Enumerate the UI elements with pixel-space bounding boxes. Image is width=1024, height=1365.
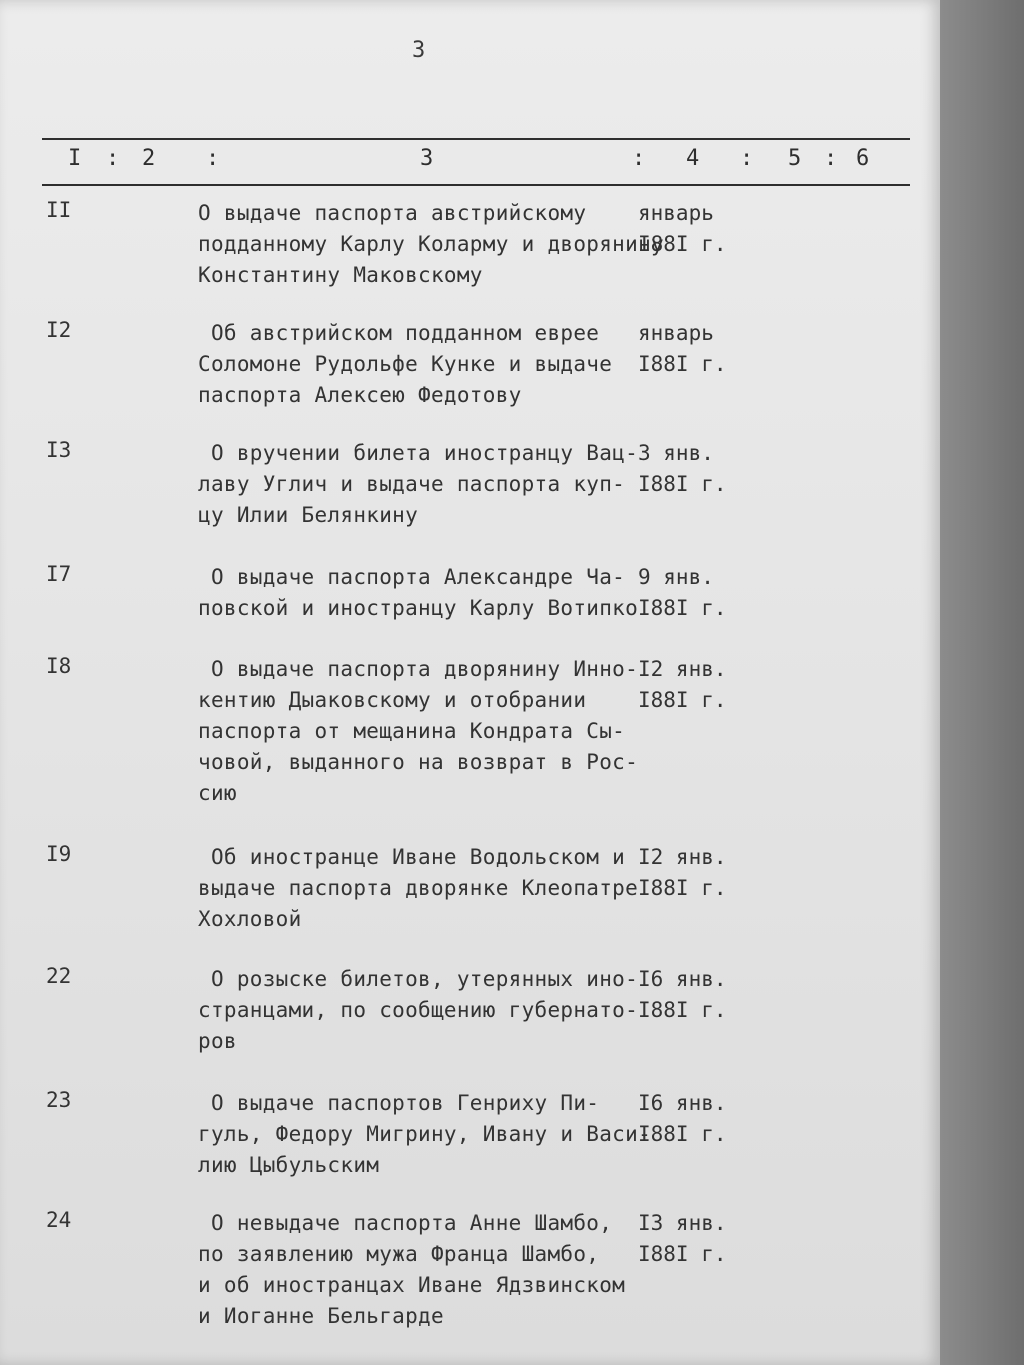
entry-date-line: I6 янв. xyxy=(638,967,727,991)
entry-date xyxy=(638,842,727,904)
entry-title-line: Об австрийском подданном еврее xyxy=(198,321,600,345)
entry-title-line: по заявлению мужа Франца Шамбо, xyxy=(198,1242,600,1266)
entry-date xyxy=(638,318,727,380)
entry-title-line: О выдаче паспорта Александре Ча- xyxy=(198,565,626,589)
entry-title-line: странцами, по сообщению губернато- xyxy=(198,998,639,1022)
entry-date xyxy=(638,1088,727,1150)
entry-number: 22 xyxy=(46,964,72,988)
entry-title-line: лаву Углич и выдаче паспорта куп- xyxy=(198,472,626,496)
entry-title-line: Константину Маковскому xyxy=(198,263,483,287)
entry-date xyxy=(638,438,727,500)
entry-title-line: и Иоганне Бельгарде xyxy=(198,1304,444,1328)
entry-date-line: I3 янв. xyxy=(638,1211,727,1235)
page-edge-shadow xyxy=(940,0,1024,1365)
entry-date-line: I2 янв. xyxy=(638,657,727,681)
entry-title-line: подданному Карлу Коларму и дворянину xyxy=(198,232,664,256)
entry-title-line: О выдаче паспортов Генриху Пи- xyxy=(198,1091,600,1115)
entry-date xyxy=(638,654,727,716)
column-separator: : xyxy=(632,146,648,171)
entry-title-line: О выдаче паспорта австрийскому xyxy=(198,201,587,225)
entry-number: I2 xyxy=(46,318,72,342)
entry-date-line: I88I г. xyxy=(638,998,727,1022)
column-separator: : xyxy=(824,146,840,171)
entry-number: I9 xyxy=(46,842,72,866)
entry-date xyxy=(638,964,727,1026)
entry-number: I3 xyxy=(46,438,72,462)
entry-date-line: январь xyxy=(638,201,714,225)
entry-title xyxy=(198,964,638,1057)
entry-title xyxy=(198,1088,652,1181)
entry-title-line: човой, выданного на возврат в Рос- xyxy=(198,750,639,774)
entry-number: I7 xyxy=(46,562,72,586)
entry-title-line: Об иностранце Иване Водольском и xyxy=(198,845,626,869)
entry-title-line: лию Цыбульским xyxy=(198,1153,380,1177)
column-separator: : xyxy=(740,146,756,171)
entry-title-line: гуль, Федору Мигрину, Ивану и Васи- xyxy=(198,1122,652,1146)
entry-number: I8 xyxy=(46,654,72,678)
entry-date xyxy=(638,198,727,260)
entry-date-line: 9 янв. xyxy=(638,565,714,589)
entry-date-line: I88I г. xyxy=(638,688,727,712)
column-separator: : xyxy=(106,146,122,171)
entry-date-line: I88I г. xyxy=(638,596,727,620)
entry-title xyxy=(198,654,638,809)
entry-date-line: январь xyxy=(638,321,714,345)
table-header-bottom-rule xyxy=(42,184,910,186)
entry-title-line: кентию Дыаковскому и отобрании xyxy=(198,688,587,712)
table-header-top-rule xyxy=(42,138,910,140)
entry-title-line: О выдаче паспорта дворянину Инно- xyxy=(198,657,639,681)
entry-date-line: I88I г. xyxy=(638,352,727,376)
column-2-header: 2 xyxy=(142,146,158,171)
entry-number: 23 xyxy=(46,1088,72,1112)
entry-title-line: О невыдаче паспорта Анне Шамбо, xyxy=(198,1211,613,1235)
entry-number: 24 xyxy=(46,1208,72,1232)
entry-title-line: О вручении билета иностранцу Вац- xyxy=(198,441,639,465)
entry-title xyxy=(198,318,638,411)
column-1-header: I xyxy=(68,146,84,171)
page-number: 3 xyxy=(412,38,426,63)
entry-date xyxy=(638,562,727,624)
entry-date-line: I88I г. xyxy=(638,1122,727,1146)
entry-title-line: Хохловой xyxy=(198,907,302,931)
entry-date-line: I88I г. xyxy=(638,232,727,256)
entry-title-line: выдаче паспорта дворянке Клеопатре xyxy=(198,876,639,900)
entry-title xyxy=(198,1208,638,1332)
entry-title-line: ров xyxy=(198,1029,237,1053)
column-5-header: 5 xyxy=(788,146,804,171)
entry-title-line: цу Илии Белянкину xyxy=(198,503,419,527)
entry-title xyxy=(198,198,664,291)
entry-date xyxy=(638,1208,727,1270)
entry-title xyxy=(198,438,638,531)
entry-date-line: I88I г. xyxy=(638,1242,727,1266)
column-3-header: 3 xyxy=(420,146,436,171)
entry-date-line: I88I г. xyxy=(638,876,727,900)
entry-number: II xyxy=(46,198,72,222)
column-6-header: 6 xyxy=(856,146,872,171)
entry-title-line: паспорта от мещанина Кондрата Сы- xyxy=(198,719,626,743)
entry-date-line: I88I г. xyxy=(638,472,727,496)
entry-title xyxy=(198,562,638,624)
entry-date-line: I2 янв. xyxy=(638,845,727,869)
entry-title-line: Соломоне Рудольфе Кунке и выдаче xyxy=(198,352,613,376)
entry-date-line: 3 янв. xyxy=(638,441,714,465)
column-separator: : xyxy=(206,146,222,171)
entry-title-line: паспорта Алексею Федотову xyxy=(198,383,522,407)
entry-title-line: О розыске билетов, утерянных ино- xyxy=(198,967,639,991)
entry-date-line: I6 янв. xyxy=(638,1091,727,1115)
entry-title-line: повской и иностранцу Карлу Вотипко xyxy=(198,596,639,620)
entry-title-line: сию xyxy=(198,781,237,805)
entry-title xyxy=(198,842,638,935)
column-4-header: 4 xyxy=(686,146,702,171)
entry-title-line: и об иностранцах Иване Ядзвинском xyxy=(198,1273,626,1297)
